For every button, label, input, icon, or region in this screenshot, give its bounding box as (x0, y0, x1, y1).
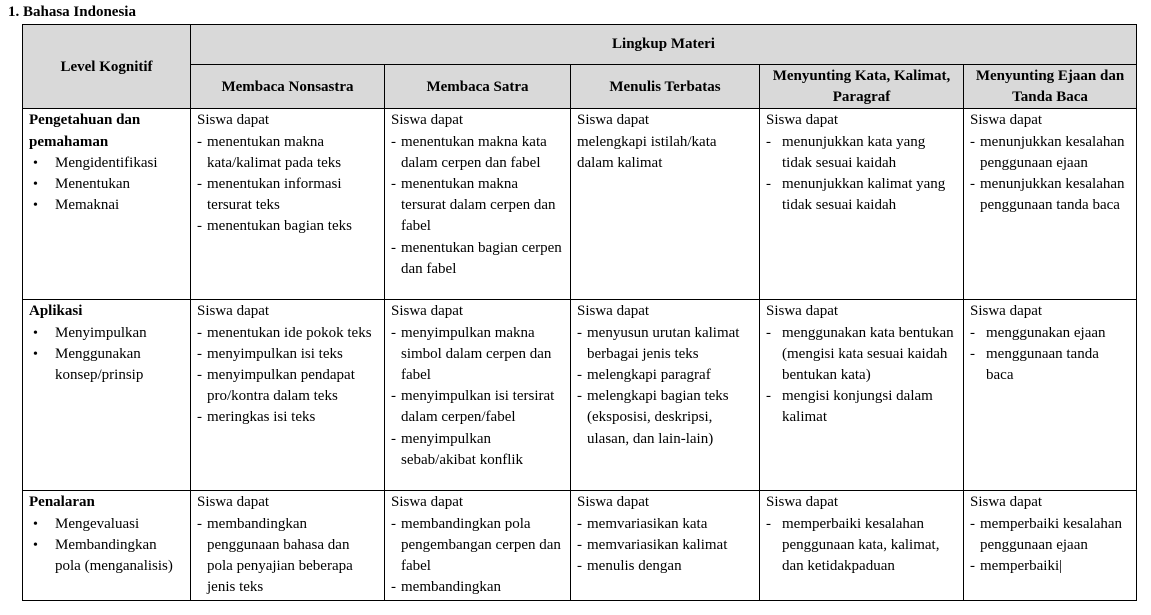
cell-items (766, 323, 957, 429)
table-cell (571, 491, 760, 601)
table-cell (385, 109, 571, 300)
table-cell (964, 109, 1137, 300)
table-cell (191, 300, 385, 491)
list-item: - menentukan makna kata/kalimat pada teks (197, 132, 378, 174)
cell-text: melengkapi istilah/kata dalam kalimat (577, 133, 717, 171)
list-item: - menentukan makna kata dalam cerpen dan fabel (391, 132, 564, 174)
list-item: - menggunaan tanda baca (970, 344, 1130, 386)
column-header-menyunting-ejaan: Menyunting Ejaan dan Tanda Baca (964, 65, 1137, 109)
cell-items (577, 514, 753, 578)
cell-items (391, 323, 564, 471)
cell-intro: Siswa dapat (197, 494, 270, 511)
level-items (29, 514, 184, 578)
table-cell (191, 491, 385, 601)
table-row-penalaran (23, 491, 1137, 601)
column-header-menulis-terbatas: Menulis Terbatas (571, 65, 760, 109)
cell-intro: Siswa dapat (970, 112, 1043, 129)
list-item: - menyimpulkan pendapat pro/kontra dalam teks (197, 365, 378, 407)
level-cell (23, 491, 191, 601)
cell-intro: Siswa dapat (970, 494, 1043, 511)
table-cell (964, 300, 1137, 491)
level-item: • Mengidentifikasi (29, 153, 184, 174)
cell-intro: Siswa dapat (766, 112, 839, 129)
cell-items (577, 323, 753, 450)
cell-intro: Siswa dapat (577, 112, 650, 129)
level-title: Aplikasi (29, 303, 83, 320)
level-item: • Menyimpulkan (29, 323, 184, 344)
table-row-aplikasi (23, 300, 1137, 491)
cell-items (970, 323, 1130, 387)
level-items (29, 323, 184, 387)
level-cell (23, 300, 191, 491)
table-cell (760, 491, 964, 601)
list-item: - menentukan informasi tersurat teks (197, 174, 378, 216)
list-item: - menyimpulkan makna simbol dalam cerpen dan fabel (391, 323, 564, 387)
list-item: - memperbaiki kesalahan penggunaan ejaan (970, 514, 1130, 556)
cell-items (197, 514, 378, 599)
cell-items (391, 132, 564, 280)
cell-items (970, 132, 1130, 217)
level-item: • Membandingkan pola (menganalisis) (29, 535, 184, 577)
cell-items (197, 132, 378, 238)
list-item: - menunjukkan kesalahan penggunaan tanda baca (970, 174, 1130, 216)
cell-intro: Siswa dapat (197, 112, 270, 129)
list-item: - memvariasikan kata (577, 514, 753, 535)
level-title: Penalaran (29, 494, 95, 511)
table-cell (385, 300, 571, 491)
list-item: - membandingkan (391, 577, 564, 598)
list-item: - menggunakan ejaan (970, 323, 1130, 344)
cell-items (197, 323, 378, 429)
list-item: - meringkas isi teks (197, 407, 378, 428)
cell-intro: Siswa dapat (391, 494, 464, 511)
list-item: - melengkapi bagian teks (eksposisi, deskripsi, ulasan, dan lain-lain) (577, 386, 753, 450)
list-item: - menggunakan kata bentukan (mengisi kata sesuai kaidah bentukan kata) (766, 323, 957, 387)
list-item: - mengisi konjungsi dalam kalimat (766, 386, 957, 428)
cell-items (970, 514, 1130, 578)
level-item: • Menggunakan konsep/prinsip (29, 344, 184, 386)
cell-items (391, 514, 564, 599)
cell-intro: Siswa dapat (970, 303, 1043, 320)
column-header-membaca-satra: Membaca Satra (385, 65, 571, 109)
table-row-pengetahuan (23, 109, 1137, 300)
list-item: - melengkapi paragraf (577, 365, 753, 386)
column-header-membaca-nonsastra: Membaca Nonsastra (191, 65, 385, 109)
level-items (29, 153, 184, 217)
level-item: • Mengevaluasi (29, 514, 184, 535)
list-item: - menunjukkan kata yang tidak sesuai kaidah (766, 132, 957, 174)
cell-intro: Siswa dapat (766, 303, 839, 320)
table-cell (571, 109, 760, 300)
list-item: - menyusun urutan kalimat berbagai jenis teks (577, 323, 753, 365)
cell-intro: Siswa dapat (577, 494, 650, 511)
table-cell (964, 491, 1137, 601)
cell-intro: Siswa dapat (391, 112, 464, 129)
list-item: - menunjukkan kesalahan penggunaan ejaan (970, 132, 1130, 174)
list-item: - menentukan ide pokok teks (197, 323, 378, 344)
list-item: - menyimpulkan isi tersirat dalam cerpen/fabel (391, 386, 564, 428)
level-kognitif-header: Level Kognitif (23, 25, 191, 109)
column-header-menyunting-kata: Menyunting Kata, Kalimat, Paragraf (760, 65, 964, 109)
list-item: - membandingkan penggunaan bahasa dan pola penyajian beberapa jenis teks (197, 514, 378, 599)
lingkup-materi-header: Lingkup Materi (191, 25, 1137, 65)
list-item: - menulis dengan (577, 556, 753, 577)
list-item: - memvariasikan kalimat (577, 535, 753, 556)
table-cell (760, 300, 964, 491)
table-cell (385, 491, 571, 601)
level-item: • Menentukan (29, 174, 184, 195)
list-item: - menyimpulkan isi teks (197, 344, 378, 365)
cell-intro: Siswa dapat (197, 303, 270, 320)
cell-intro: Siswa dapat (766, 494, 839, 511)
level-cell (23, 109, 191, 300)
level-item: • Memaknai (29, 195, 184, 216)
list-item: - memperbaiki| (970, 556, 1130, 577)
competency-table (22, 24, 1137, 601)
list-item: - membandingkan pola pengembangan cerpen dan fabel (391, 514, 564, 578)
list-item: - menyimpulkan sebab/akibat konflik (391, 429, 564, 471)
level-title: Pengetahuan dan pemahaman (29, 112, 141, 150)
list-item: - menunjukkan kalimat yang tidak sesuai kaidah (766, 174, 957, 216)
table-cell (191, 109, 385, 300)
cell-items (766, 132, 957, 217)
table-cell (760, 109, 964, 300)
section-heading: 1. Bahasa Indonesia (8, 4, 136, 20)
table-cell (571, 300, 760, 491)
list-item: - menentukan bagian teks (197, 216, 378, 237)
list-item: - menentukan makna tersurat dalam cerpen dan fabel (391, 174, 564, 238)
cell-intro: Siswa dapat (577, 303, 650, 320)
list-item: - menentukan bagian cerpen dan fabel (391, 238, 564, 280)
cell-items (766, 514, 957, 578)
cell-intro: Siswa dapat (391, 303, 464, 320)
list-item: - memperbaiki kesalahan penggunaan kata, kalimat, dan ketidakpaduan (766, 514, 957, 578)
